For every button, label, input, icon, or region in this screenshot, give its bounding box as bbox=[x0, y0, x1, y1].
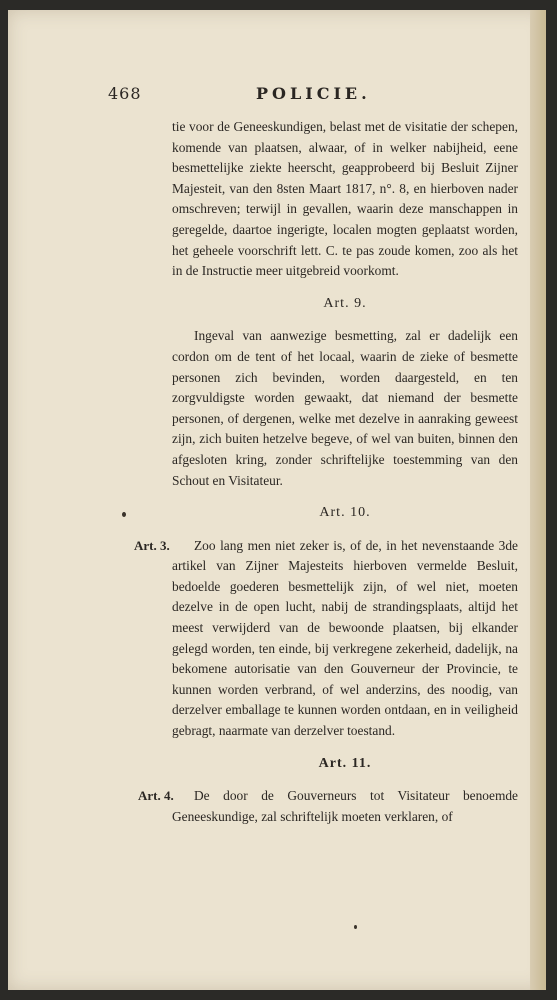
page-edge bbox=[530, 10, 546, 990]
article-10-heading: Art. 10. bbox=[319, 505, 371, 521]
page-header bbox=[108, 84, 528, 108]
page-body bbox=[134, 117, 518, 827]
article-9-heading: Art. 9. bbox=[323, 295, 367, 311]
paragraph-article-11: De door de Gouverneurs tot Visitateur benoemde Geneeskundige, zal schriftelijk moeten verklaren, of bbox=[172, 788, 518, 824]
paragraph-continuation: tie voor de Geneeskundigen, belast met de visitatie der schepen, komende van plaatsen, alwaar, of in welker nabijheid, eene besmettelijke ziekte heerscht, geapprobeerd bij Besluit Zijner Majesteit, van den 8sten Maart 1817, n°. 8, en hierboven nader omschreven; terwijl in gevallen, waarin deze manschappen in geregelde, daartoe ingerigte, localen mogten geplaatst worden, het geheele voorschrift lett. C. te pas zoude komen, zoo als het in de Instructie meer uitgebreid voorkomt. bbox=[172, 119, 518, 279]
margin-note-art-4: Art. 4. bbox=[138, 788, 174, 804]
article-11-block bbox=[138, 786, 518, 827]
margin-note-art-3: Art. 3. bbox=[134, 537, 170, 553]
page-number: 468 bbox=[108, 84, 142, 103]
running-head: POLICIE. bbox=[256, 84, 371, 103]
paragraph-article-10: Zoo lang men niet zeker is, of de, in het nevenstaande 3de artikel van Zijner Majesteits hierboven vermelde Besluit, bedoelde goederen besmettelijk zijn, of wel niet, moeten dezelve in de open lucht, nabij de strandingsplaats, altijd het meest verwijderd van de bewoonde plaatsen, bij elkander gelegd worden, ten einde, bij verkregene zekerheid, dadelijk, na bekomene autorisatie van den Gouverneur der Provincie, te kunnen worden verbrand, of wel anderzins, des noodig, van derzelver emballage te kunnen worden ontdaan, en in veiligheid gebragt, naarmate van derzelver toestand. bbox=[172, 537, 518, 739]
article-10-block bbox=[134, 536, 518, 742]
article-11-heading: Art. 11. bbox=[318, 755, 372, 771]
ink-speck bbox=[354, 925, 357, 929]
ink-speck bbox=[122, 512, 126, 517]
paragraph-article-9: Ingeval van aanwezige besmetting, zal er dadelijk een cordon om de tent of het locaal, waarin de zieke of besmette personen zich bevinden, worden daargesteld, en ten zorgvuldigste worden gewaakt, dat niemand der besmette personen, of dergenen, welke met dezelve in aanraking geweest zijn, zich buiten hetzelve begeve, of wel van buiten, binnen den afgesloten kring, zonder schriftelijke toestemming van den Schout en Visitateur. bbox=[172, 328, 518, 488]
